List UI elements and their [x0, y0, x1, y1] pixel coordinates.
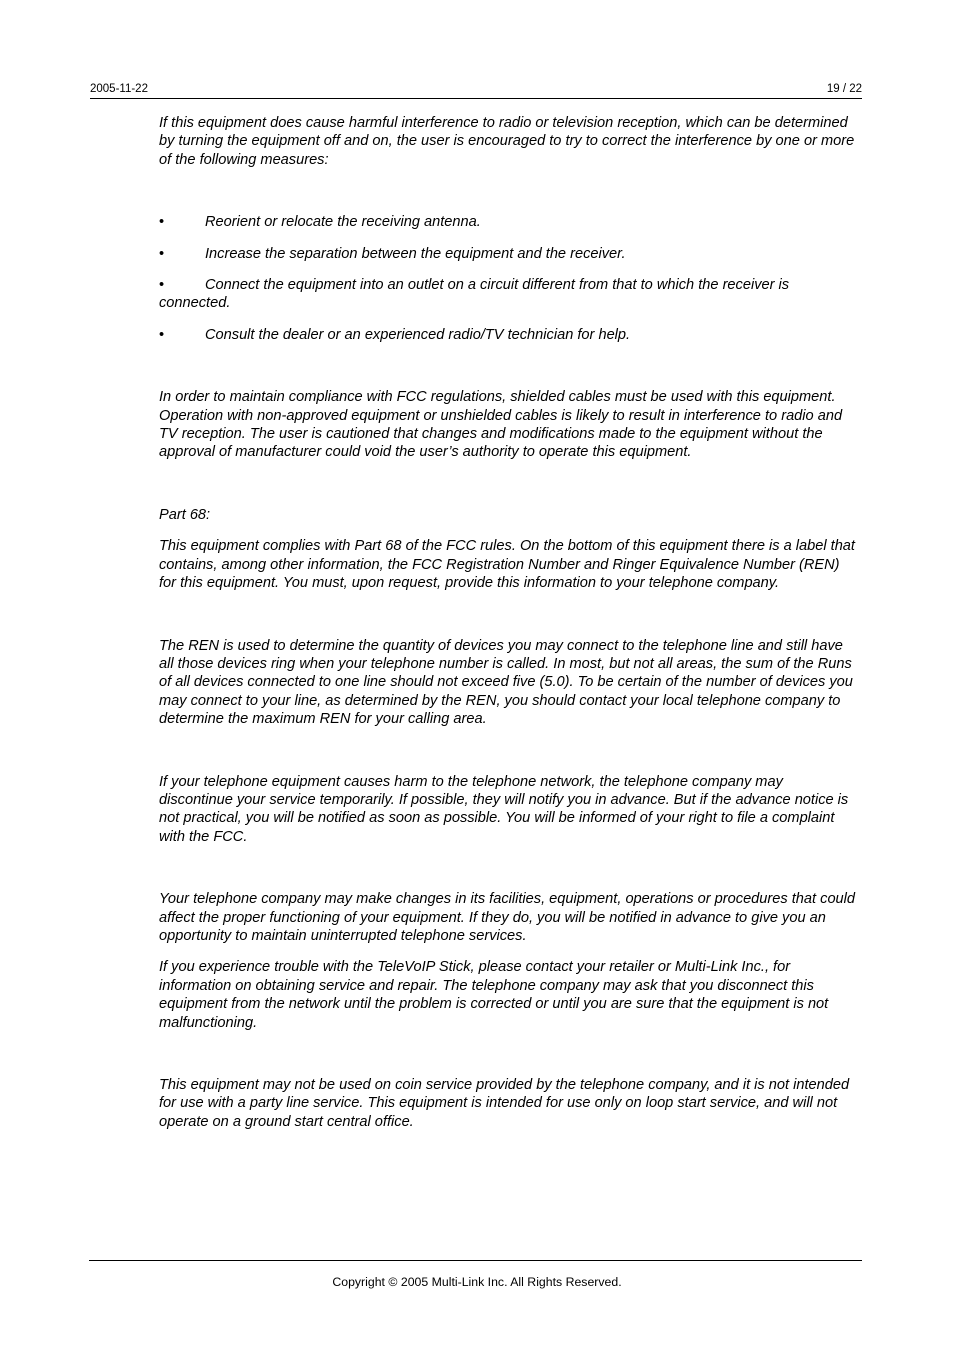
part68-paragraph: This equipment complies with Part 68 of the FCC rules. On the bottom of this equipment there is a label that contains, among other information, the FCC Registration Number and Ringer Equivalence Number (REN) for this equipment. You must, upon request, provide this information to your telephone company. [159, 538, 855, 592]
bullet-text: Reorient or relocate the receiving antenna. [205, 214, 481, 231]
trouble-paragraph: If you experience trouble with the TeleVoIP Stick, please contact your retailer or Multi-Link Inc., for information on obtaining service and repair. The telephone company may ask that you disconnect this equipment from the network until the problem is corrected or until you are sure that the equipment is not malfunctioning. [159, 959, 829, 1031]
footer-copyright: Copyright © 2005 Multi-Link Inc. All Rights Reserved. [332, 1275, 622, 1289]
intro-paragraph: If this equipment does cause harmful interference to radio or television reception, which can be determined by turning the equipment off and on, the user is encouraged to try to correct the interference by one or more of the following measures: [159, 115, 855, 168]
compliance-paragraph: In order to maintain compliance with FCC regulations, shielded cables must be used with this equipment. Operation with non-approved equipment or unshielded cables is likely to result in interference to radio and TV reception. The user is cautioned that changes and modifications made to the equipment without the approval of manufacturer could void the user’s authority to operate this equipment. [159, 389, 843, 461]
bullet-text: Increase the separation between the equipment and the receiver. [205, 245, 626, 262]
page-header [90, 83, 862, 99]
changes-paragraph: Your telephone company may make changes in its facilities, equipment, operations or procedures that could affect the proper functioning of your equipment. If they do, you will be notified in advance to give you an opportunity to maintain uninterrupted telephone services. [159, 891, 856, 944]
bullet-item [159, 245, 859, 263]
bullet-item [159, 213, 859, 231]
bullet-symbol: • [159, 277, 165, 294]
part68-heading: Part 68: [159, 506, 211, 523]
bullet-symbol: • [159, 214, 165, 231]
ren-paragraph: The REN is used to determine the quantity of devices you may connect to the telephone line and still have all those devices ring when your telephone number is called. In most, but not all areas, the sum of the Runs of all devices connected to one line should not exceed five (5.0). To be certain of the number of devices you may connect to your line, as determined by the REN, you should contact your local telephone company to determine the maximum REN for your calling area. [159, 637, 853, 728]
header-page-number: 19 / 22 [826, 83, 862, 95]
bullet-item [159, 276, 859, 313]
harm-paragraph: If your telephone equipment causes harm to the telephone network, the telephone company may discontinue your service temporarily. If possible, they will notify you in advance. But if the advance notice is not practical, you will be notified as soon as possible. You will be informed of your right to file a complaint with the FCC. [159, 773, 849, 845]
bullet-text: Connect the equipment into an outlet on a circuit different from that to which the receiver is connected. [159, 277, 790, 312]
bullet-symbol: • [159, 326, 165, 343]
document-body [159, 114, 859, 1131]
bullet-symbol: • [159, 245, 165, 262]
bullet-item [159, 326, 859, 344]
footer-divider [89, 1260, 862, 1261]
bullet-text: Consult the dealer or an experienced radio/TV technician for help. [205, 326, 631, 343]
header-date: 2005-11-22 [90, 83, 148, 95]
coin-service-paragraph: This equipment may not be used on coin service provided by the telephone company, and it is not intended for use with a party line service. This equipment is intended for use only on loop start service, and will not operate on a ground start central office. [159, 1077, 850, 1130]
